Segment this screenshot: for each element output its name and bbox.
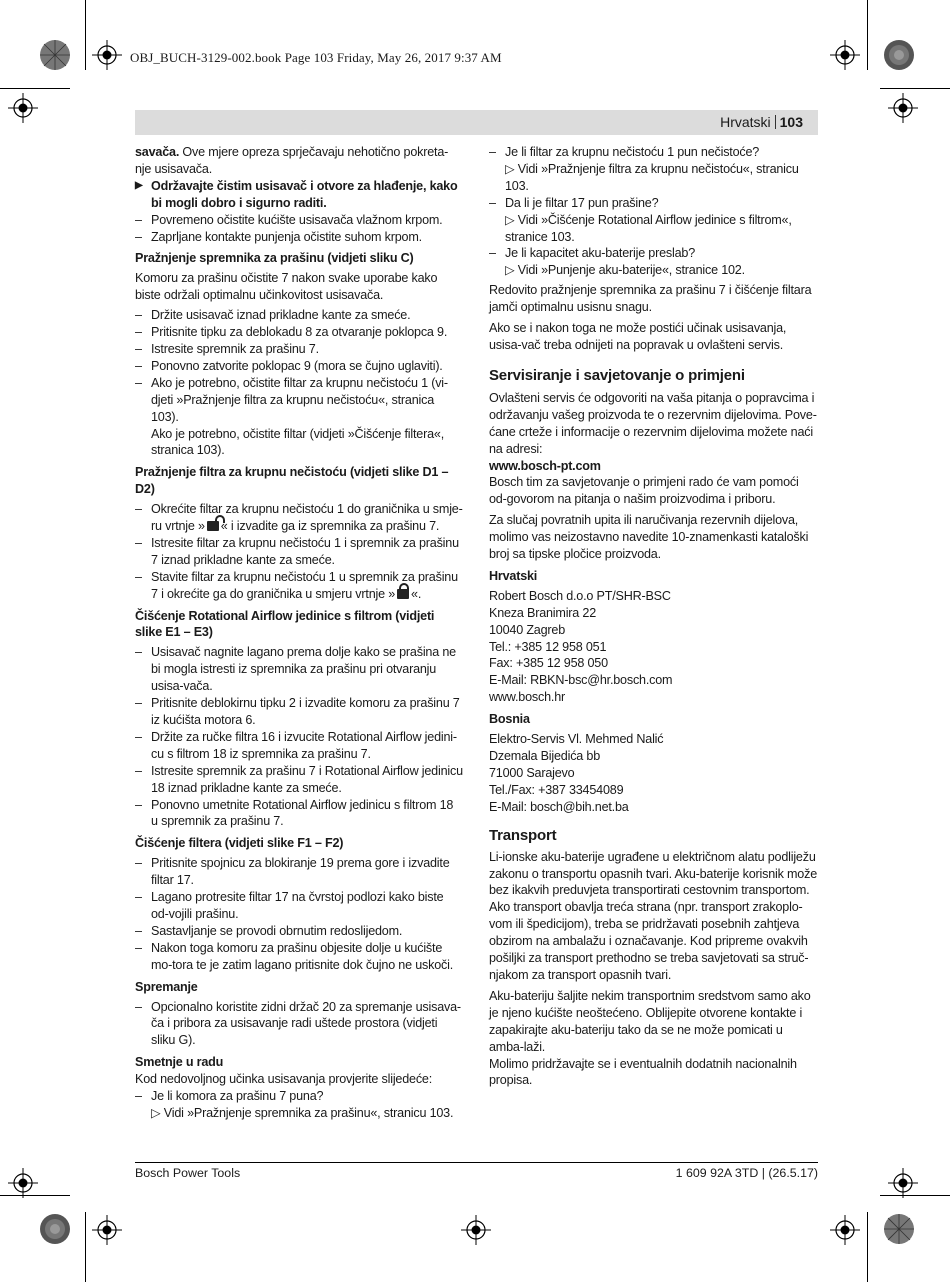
paragraph: Redovito pražnjenje spremnika za prašinu 7 i čišćenje filtara jamči optimalnu usisnu snagu.	[489, 283, 812, 315]
address-line: Dzemala Bijedića bb	[489, 749, 601, 763]
color-target-icon	[38, 1212, 72, 1246]
list-item: – Držite usisavač iznad prikladne kante za smeće.	[135, 307, 463, 324]
address-line: 71000 Sarajevo	[489, 765, 575, 780]
paragraph: Aku-bateriju šaljite nekim transportnim sredstvom samo ako je njeno kućište neoštećeno. Oblijepite otvorene kontakte i zapakirajte aku-bateriju tako da se ne može pomicati u amba-laži.	[489, 988, 811, 1054]
list-item: – Istresite spremnik za prašinu 7 i Rotational Airflow jedinicu 18 iznad prikladne kante za smeće.	[135, 763, 463, 797]
section-heading: Čišćenje filtera (vidjeti slike F1 – F2)	[135, 836, 344, 851]
crop-mark	[0, 88, 70, 89]
website-link[interactable]: www.bosch-pt.com	[489, 458, 601, 473]
footer-brand: Bosch Power Tools	[135, 1166, 241, 1180]
crop-mark	[880, 88, 950, 89]
list-item: – Ako je potrebno, očistite filtar za krupnu nečistoću 1 (vi-djeti »Pražnjenje filtra za krupnu nečistoću«, stranica 103).	[135, 375, 463, 426]
email-link[interactable]: E-Mail: bosch@bih.net.ba	[489, 799, 629, 814]
footer-doc-number: 1 609 92A 3TD | (26.5.17)	[675, 1166, 818, 1180]
list-item: – Stavite filtar za krupnu nečistoću 1 u spremnik za prašinu 7 i okrećite ga do graničnika u smjeru vrtnje » «.	[135, 569, 463, 603]
address-line: Robert Bosch d.o.o PT/SHR-BSC	[489, 588, 671, 603]
paragraph: savača. Ove mjere opreza sprječavaju nehotično pokreta-nje usisavača.	[135, 145, 449, 176]
address-line: 10040 Zagreb	[489, 622, 566, 637]
paragraph: Ovlašteni servis će odgovoriti na vaša pitanja o popravcima i održavanju vašeg proizvoda te o rezervnim dijelovima. Pove-ćane crteže i informacije o rezervnim dijelovima možete naći na adresi:	[489, 390, 817, 456]
list-item: – Okrećite filtar za krupnu nečistoću 1 do graničnika u smje-ru vrtnje » « i izvadite ga iz spremnika za prašinu 7.	[135, 501, 463, 535]
color-target-icon	[882, 1212, 916, 1246]
crop-mark	[867, 1212, 868, 1282]
list-item-answer: ▷ Vidi »Punjenje aku-baterije«, stranice 102.	[489, 262, 818, 279]
footer-rule	[135, 1162, 818, 1163]
paragraph: Bosch tim za savjetovanje o primjeni rado će vam pomoći od-govorom na pitanja o našim proizvodima i priboru.	[489, 475, 799, 507]
section-heading: Spremanje	[135, 979, 198, 994]
running-head-language: Hrvatski	[720, 114, 771, 130]
color-target-icon	[38, 38, 72, 72]
unlock-icon	[207, 521, 219, 531]
address-line: Fax: +385 12 958 050	[489, 656, 608, 671]
list-item-answer: ▷ Vidi »Čišćenje Rotational Airflow jedinice s filtrom«, stranice 103.	[489, 212, 818, 246]
registration-mark-icon	[830, 1215, 860, 1245]
registration-mark-icon	[92, 40, 122, 70]
registration-mark-icon	[888, 1168, 918, 1198]
list-item: – Istresite spremnik za prašinu 7.	[135, 341, 463, 358]
crop-mark	[85, 0, 86, 70]
registration-mark-icon	[830, 40, 860, 70]
list-item: – Nakon toga komoru za prašinu objesite dolje u kućište mo-tora te je zatim lagano pritisnite dok čujno ne uskoči.	[135, 940, 463, 974]
section-heading: Čišćenje Rotational Airflow jedinice s filtrom (vidjeti slike E1 – E3)	[135, 608, 435, 640]
right-column	[489, 144, 818, 1089]
list-item: – Pritisnite spojnicu za blokiranje 19 prema gore i izvadite filtar 17.	[135, 855, 463, 889]
list-item-answer: ▷ Vidi »Pražnjenje filtra za krupnu nečistoću«, stranicu 103.	[489, 161, 818, 195]
registration-mark-icon	[92, 1215, 122, 1245]
list-item: – Ponovno zatvorite poklopac 9 (mora se čujno uglaviti).	[135, 358, 463, 375]
list-item: – Ponovno umetnite Rotational Airflow jedinicu s filtrom 18 u spremnik za prašinu 7.	[135, 797, 463, 831]
list-item-continuation: Ako je potrebno, očistite filtar (vidjeti »Čišćenje filtera«, stranica 103).	[151, 426, 444, 458]
registration-mark-icon	[8, 1168, 38, 1198]
instruction-item: ▶ Održavajte čistim usisavač i otvore za hlađenje, kako bi mogli dobro i sigurno raditi.	[135, 178, 463, 212]
running-head	[720, 114, 803, 130]
crop-mark	[85, 1212, 86, 1282]
list-item: – Pritisnite deblokirnu tipku 2 i izvadite komoru za prašinu 7 iz kućišta motora 6.	[135, 695, 463, 729]
list-item: – Povremeno očistite kućište usisavača vlažnom krpom.	[135, 212, 463, 229]
paragraph: Li-ionske aku-baterije ugrađene u električnom alatu podliježu zakonu o transportu opasnih tvari. Aku-baterije korisnik može bez ikakvih preduvjeta transportirati cestovnim transportom. Ako transport obavlja treća strana (npr. transport zrakoplo-vom ili špedicijom), treba se pridržavati posebnih zahtjeva obzirom na ambalažu i označavanje. Kod pripreme ovakvih pošiljki za transport prethodno se treba savjetovati sa struč-njakom za transport opasnih tvari.	[489, 849, 818, 982]
section-heading: Smetnje u radu	[135, 1055, 224, 1070]
crop-mark	[867, 0, 868, 70]
lock-icon	[397, 589, 409, 599]
print-header: OBJ_BUCH-3129-002.book Page 103 Friday, May 26, 2017 9:37 AM	[130, 50, 502, 65]
paragraph: Ako se i nakon toga ne može postići učinak usisavanja, usisa-vač treba odnijeti na popravak u ovlašteni servis.	[489, 321, 787, 352]
list-item: – Je li filtar za krupnu nečistoću 1 pun nečistoće?	[489, 144, 818, 161]
section-heading: Hrvatski	[489, 568, 538, 583]
list-item: – Istresite filtar za krupnu nečistoću 1 i spremnik za prašinu 7 iznad prikladne kante za smeće.	[135, 535, 463, 569]
list-item: – Je li komora za prašinu 7 puna?	[135, 1088, 463, 1105]
paragraph: Molimo pridržavajte se i eventualnih dodatnih nacionalnih propisa.	[489, 1056, 797, 1088]
list-item: – Lagano protresite filtar 17 na čvrstoj podlozi kako biste od-vojili prašinu.	[135, 889, 463, 923]
address-line: Tel./Fax: +387 33454089	[489, 782, 624, 797]
list-item-answer: ▷ Vidi »Pražnjenje spremnika za prašinu«, stranicu 103.	[135, 1105, 463, 1122]
address-line: Elektro-Servis Vl. Mehmed Nalić	[489, 732, 664, 747]
section-heading: Bosnia	[489, 712, 530, 727]
section-title: Servisiranje i savjetovanje o primjeni	[489, 366, 745, 384]
paragraph: Za slučaj povratnih upita ili naručivanja rezervnih dijelova, molimo vas neizostavno navedite 10-znamenkasti kataloški broj sa tipske pločice proizvoda.	[489, 513, 809, 562]
paragraph: Komoru za prašinu očistite 7 nakon svake uporabe kako biste održali optimalnu učinkovitost usisavača.	[135, 271, 438, 303]
list-item: – Je li kapacitet aku-baterije preslab?	[489, 245, 818, 262]
registration-mark-icon	[461, 1215, 491, 1245]
paragraph: Kod nedovoljnog učinka usisavanja provjerite slijedeće:	[135, 1072, 433, 1087]
page-number: 103	[779, 114, 803, 130]
address-line: Kneza Branimira 22	[489, 605, 597, 620]
list-item: – Držite za ručke filtra 16 i izvucite Rotational Airflow jedini-cu s filtrom 18 iz spremnika za prašinu 7.	[135, 729, 463, 763]
address-line: Tel.: +385 12 958 051	[489, 639, 607, 654]
color-target-icon	[882, 38, 916, 72]
section-title: Transport	[489, 826, 557, 844]
email-link[interactable]: E-Mail: RBKN-bsc@hr.bosch.com	[489, 673, 673, 688]
website-link[interactable]: www.bosch.hr	[489, 690, 565, 705]
registration-mark-icon	[888, 93, 918, 123]
left-column	[135, 144, 463, 1122]
section-heading: Pražnjenje spremnika za prašinu (vidjeti sliku C)	[135, 251, 414, 266]
list-item: – Da li je filtar 17 pun prašine?	[489, 195, 818, 212]
list-item: – Sastavljanje se provodi obrnutim redoslijedom.	[135, 923, 463, 940]
list-item: – Zaprljane kontakte punjenja očistite suhom krpom.	[135, 229, 463, 246]
section-heading: Pražnjenje filtra za krupnu nečistoću (vidjeti slike D1 – D2)	[135, 465, 449, 497]
list-item: – Pritisnite tipku za deblokadu 8 za otvaranje poklopca 9.	[135, 324, 463, 341]
list-item: – Usisavač nagnite lagano prema dolje kako se prašina ne bi mogla istresti iz spremnika za prašinu pri otvaranju usisa-vača.	[135, 644, 463, 695]
registration-mark-icon	[8, 93, 38, 123]
running-head-bar	[135, 110, 818, 135]
list-item: – Opcionalno koristite zidni držač 20 za spremanje usisava-ča i pribora za usisavanje radi uštede prostora (vidjeti sliku G).	[135, 999, 463, 1050]
